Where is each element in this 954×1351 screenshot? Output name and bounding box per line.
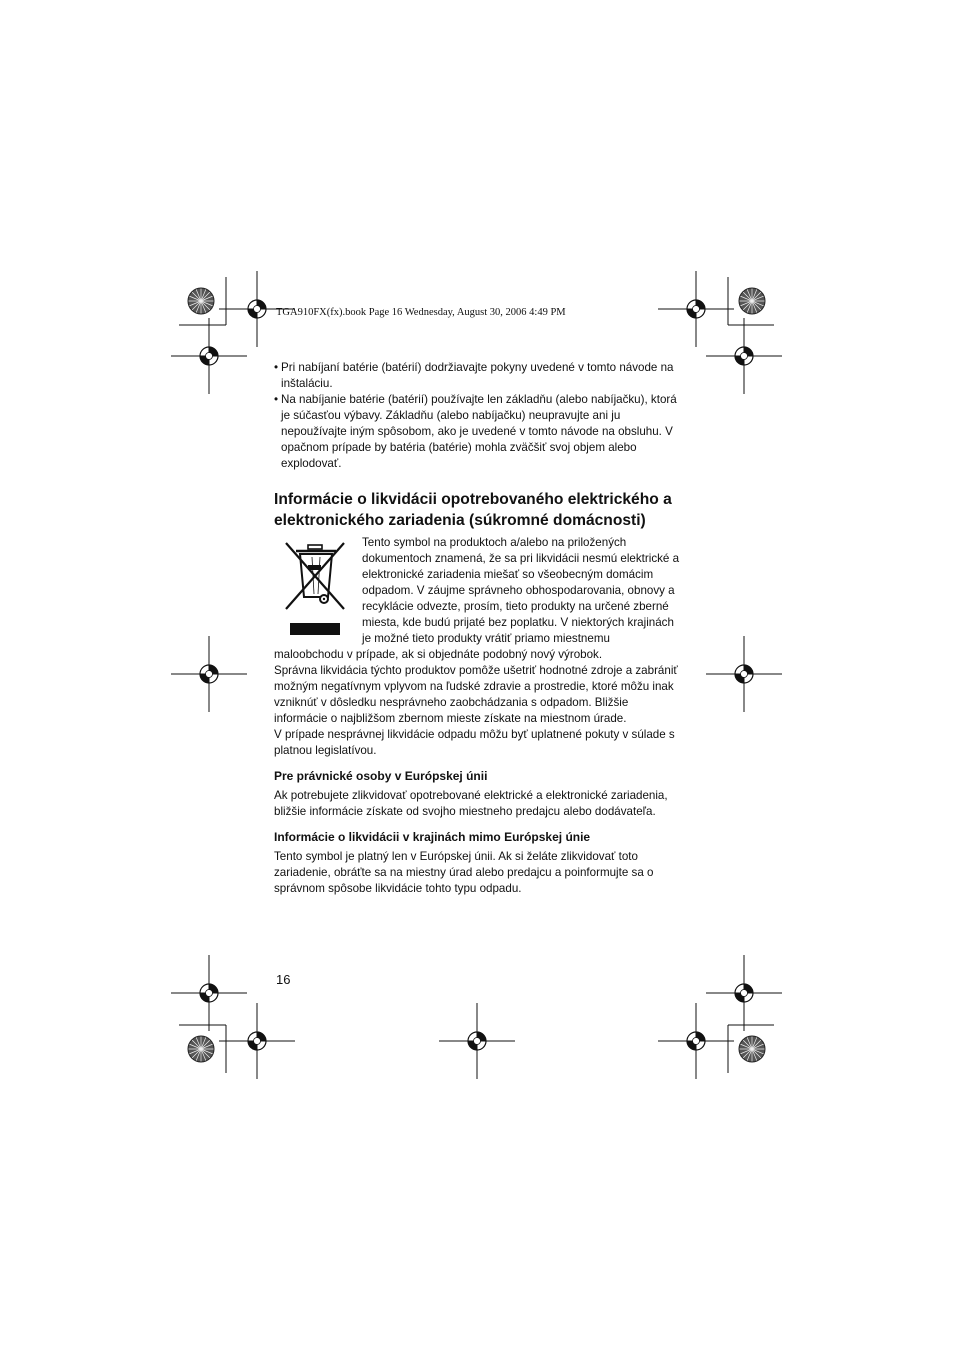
list-item: [274, 392, 680, 472]
registration-mark-icon: [706, 955, 782, 1031]
bullet-marker: •: [274, 361, 279, 374]
star-target-icon: [188, 1036, 214, 1062]
registration-mark-icon: [439, 1003, 515, 1079]
list-item: [274, 360, 680, 392]
bullet-marker: •: [274, 393, 279, 406]
battery-warnings-list: [274, 360, 680, 472]
registration-mark-icon: [658, 271, 734, 347]
page-content: [274, 360, 680, 897]
subheading-business-users: Pre právnické osoby v Európskej únii: [274, 769, 488, 783]
subheading-outside-eu: Informácie o likvidácii v krajinách mimo Európskej únie: [274, 830, 591, 844]
disposal-paragraph-1: Tento symbol na produktoch a/alebo na priložených dokumentoch znamená, že sa pri likvidácii nesmú elektrické a elektronické zariadenia miešať so všeobecným domácim odpadom. V záujme správneho obhospodarovania, obnovy a recyklácie odvezte, prosím, tieto produkty na určené zberné miesta, kde budú prijaté bez poplatku. V niektorých krajinách je možné tieto produkty vrátiť priamo miestnemu maloobchodu v prípade, ak si objednáte podobný nový výrobok.: [274, 536, 680, 661]
crossed-out-wheelie-bin-icon: [278, 537, 354, 637]
business-paragraph: Ak potrebujete zlikvidovať opotrebované elektrické a elektronické zariadenia, bližšie informácie získate od svojho miestneho predajcu alebo dodávateľa.: [274, 789, 668, 818]
bullet-text: Na nabíjanie batérie (batérií) používajte len základňu (alebo nabíjačku), ktorá je súčasťou výbavy. Základňu (alebo nabíjačku) neupravujte ani ju nepoužívajte iným spôsobom, ako je uvedené v tomto návode na obsluhu. V opačnom prípade by batéria (batérie) mohla zväčšiť svoj objem alebo explodovať.: [281, 393, 677, 470]
print-info-header: TGA910FX(fx).book Page 16 Wednesday, August 30, 2006 4:49 PM: [276, 307, 566, 318]
star-target-icon: [739, 1036, 765, 1062]
registration-mark-icon: [706, 636, 782, 712]
section-title-disposal: Informácie o likvidácii opotrebovaného elektrického a elektronického zariadenia (súkromné domácnosti): [274, 491, 672, 529]
registration-mark-icon: [706, 318, 782, 394]
star-target-icon: [188, 288, 214, 314]
star-target-icon: [739, 288, 765, 314]
disposal-paragraph-3: V prípade nesprávnej likvidácie odpadu môžu byť uplatnené pokuty v súlade s platnou legislatívou.: [274, 728, 675, 757]
registration-mark-icon: [171, 955, 247, 1031]
registration-mark-icon: [219, 1003, 295, 1079]
outside-eu-paragraph: Tento symbol je platný len v Európskej únii. Ak si želáte zlikvidovať toto zariadenie, obráťte sa na miestny úrad alebo predajcu a poinformujte sa o správnom spôsobe likvidácie tohto typu odpadu.: [274, 850, 654, 895]
registration-mark-icon: [658, 1003, 734, 1079]
registration-mark-icon: [171, 636, 247, 712]
bullet-text: Pri nabíjaní batérie (batérií) dodržiavajte pokyny uvedené v tomto návode na inštaláciu.: [281, 361, 674, 390]
registration-mark-icon: [171, 318, 247, 394]
page-number: 16: [276, 972, 291, 987]
disposal-paragraph-2: Správna likvidácia týchto produktov pomôže ušetriť hodnotné zdroje a zabrániť možným negatívnym vplyvom na ľudské zdravie a prostredie, ktoré môžu inak vzniknúť v dôsledku nesprávneho zaobchádzania s odpadom. Bližšie informácie o najbližšom zbernom mieste získate na miestnom úrade.: [274, 664, 678, 725]
